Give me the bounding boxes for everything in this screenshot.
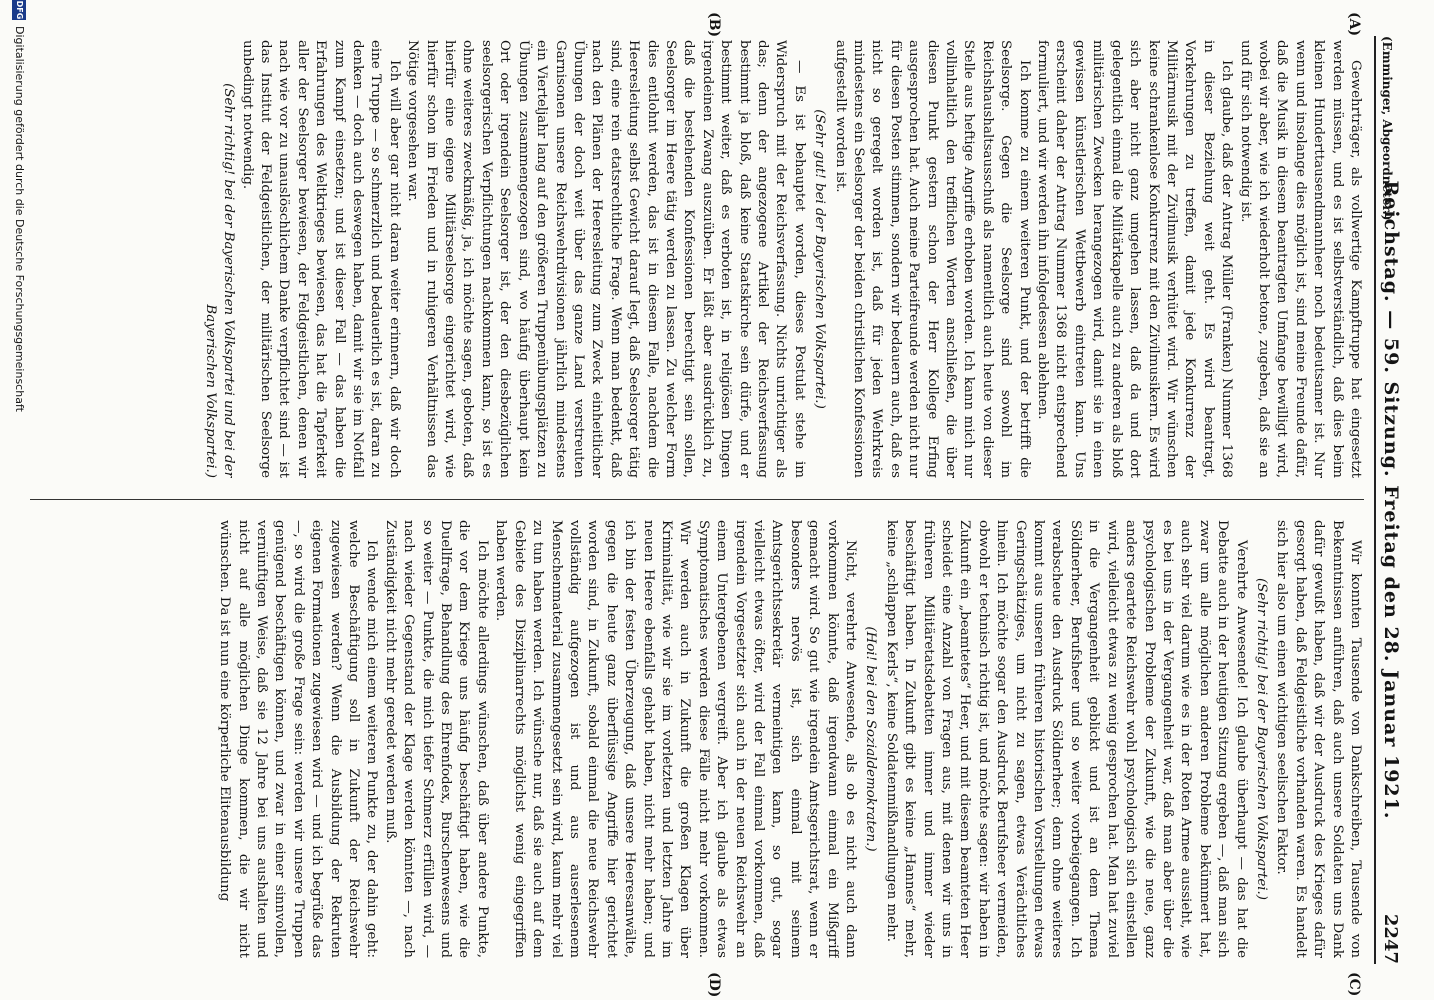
paragraph: Verehrte Anwesende! Ich glaube überhaupt — das hat die Debatte auch in der heutigen Sitzung ergeben —, daß man sich zwar um alle möglichen anderen Probleme bekümmert hat, auch sehr viel darum wie es in der Roten Armee aussieht, wie es bei uns in der Vergangenheit war, daß man aber über die psychologischen Probleme der Zukunft, wie die neue, ganz anders geartete Reichswehr wohl psychologisch sich einstellen wird, vielleicht etwas zu wenig gesprochen hat. Man hat zuviel in die Vergangenheit geblickt und ist an dem Thema Söldnerheer, Berufsheer und so weiter vorbeigegangen. Ich verabscheue den Ausdruck Söldnerheer; denn ohne weiteres kommt aus unseren früheren historischen Vorstellungen etwas Geringschätziges, um nicht zu sagen, etwas Verächtliches hinein. Ich möchte sogar den Ausdruck Berufsheer vermeiden, obwohl er technisch richtig ist, und möchte sagen: wir haben in Zukunft ein „beamtetes“ Heer, und mit diesem beamteten Heer scheidet eine Anzahl von Fragen aus, mit denen wir uns in früheren Militäretatsdebatten immer und immer wieder beschäftigt haben. In Zukunft gibt es keine „Hannes“ mehr, keine „schlappen Kerls“, keine Soldatenmißhandlungen mehr.	[883, 520, 1249, 958]
paragraph: Ich möchte allerdings wünschen, daß über andere Punkte, die vor dem Kriege uns häufig beschäftigt haben, wie die Duellfrage, Behandlung des Ehrenfodex, Burschenwesens und so weiter — Punkte, die mich tiefer Schmerz erfüllen wird, — nach wieder Gegenstand der Klage werden könnten —, nach Zuständigkeit nicht mehr geredet werden muß.	[382, 520, 490, 958]
interjection: (Hoi! bei den Sozialdemokraten.)	[863, 626, 879, 852]
dfg-logo: DFG	[12, 0, 26, 20]
speaker-note: (Emminger, Abgeordneter.)	[1380, 36, 1394, 221]
paragraph: Ich wende mich einem weiteren Punkte zu, der dahin geht: welche Beschäftigung soll in Zukunft der Reichswehr zugewiesen werden? Wenn die Ausbildung der Rekruten eigenen Formationen zugewiesen wird — und ich begrüße das —, so wird die große Frage sein: werden wir unsere Truppen genügend beschäftigen können, und zwar in einer sinnvollen, vernünftigen Weise, daß sie 12 Jahre bei uns aushalten und nicht auf alle möglichen Dinge kommen, die wir nicht wünschen. Da ist nun eine körperliche Elitenausbildung	[217, 520, 380, 958]
interjection: (Sehr gut! bei der Bayerischen Volkspartei.)	[812, 109, 828, 409]
paragraph: Ich glaube, daß der Antrag Müller (Franken) Nummer 1368 in dieser Beziehung weit geht. Es wird beantragt, Vorkehrungen zu treffen, damit jede Konkurrenz der Militärmusik mit der Zivilmusik verhütet wird. Wir wünschen keine schrankenlose Konkurrenz mit den Zivilmusikern. Es wird sich aber nicht ganz umgehen lassen, daß da und dort gelegentlich einmal die Militärkapelle auch zu anderen als bloß militärischen Zwecken herangezogen wird, damit sie in einen gewissen künstlerischen Wettbewerb eintreten kann. Uns erscheint daher der Antrag Nummer 1368 nicht entsprechend formuliert, und wir werden ihn infolgedessen ablehnen.	[1035, 40, 1235, 478]
interjection: (Sehr richtig! bei der Bayerischen Volkspartei und bei der Bayerischen Volkspartei.)	[202, 83, 237, 478]
right-text-column	[28, 520, 1364, 958]
paragraph: Ich komme zu einem weiteren Punkt, und der betrifft die Seelsorge. Gegen die Seelsorge sind sowohl im Reichshaushaltsausschuß als namentlich auch heute von dieser Stelle aus heftige Angriffe erhoben worden. Ich kann mich nur vollinhaltlich den trefflichen Worten anschließen, die über diesen Punkt gestern schon der Herr Kollege Erfing ausgesprochen hat. Auch meine Parteifreunde werden nicht nur für diesen Posten stimmen, sondern wir bedauern auch, daß es nicht so geregelt worden ist, daß für jeden Wehrkreis mindestens ein Seelsorger der beiden christlichen Konfessionen aufgestellt worden ist.	[832, 40, 1032, 478]
running-title: Reichstag. — 59. Sitzung. Freitag den 28. Januar 1921.	[1380, 180, 1402, 820]
margin-mark-d: (D)	[706, 972, 722, 998]
paragraph: Nicht, verehrte Anwesende, als ob es nicht auch dann vorkommen könnte, daß irgendwann einmal ein Mißgriff gemacht wird. So gut wie irgendein Amtsgerichtsrat, wenn er besonders nervös ist, sich einmal mit seinem Amtsgerichtssekretär vermeintigen kann, so gut, sogar vielleicht etwas öfter, wird der Fall einmal vorkommen, daß irgendein Vorgesetzter sich auch in der neuen Reichswehr an einem Untergebenen vergreift. Aber ich glaube als etwas Symptomatisches werden diese Fälle nicht mehr vorkommen. Wir werden auch in Zukunft die großen Klagen über Kriminalität, wie wir sie im vorletzten und letzten Jahre im neuen Heere ebenfalls gehabt haben, nicht mehr haben; und ich bin der festen Überzeugung, daß unsere Heeresanwälte, gegen die heute ganz überflüssige Angriffe hier gerichtet worden sind, in Zukunft, sobald einmal die neue Reichswehr vollständig aufgezogen ist und aus auserlesenem Menschenmaterial zusammengesetzt sein wird, kaum mehr viel zu tun haben werden. Ich wünsche nur, daß sie auch auf dem Gebiete des Disziplinarrechts möglichst wenig eingegriffen haben werden.	[493, 520, 859, 958]
page-number: 2247	[1380, 913, 1401, 964]
margin-mark-c: (C)	[1346, 972, 1362, 997]
paragraph: Wir konnten Tausende von Dankschreiben, Tausende von Bekenntnissen anführen, daß auch unsere Soldaten uns Dank dafür gewußt haben, daß wir der Ausdruck des Krieges dafür gesorgt haben, daß Feldgeistliche vorhanden waren. Es handelt sich hier also um einen wichtigen seelischen Faktor.	[1274, 520, 1363, 958]
page-header	[1374, 36, 1416, 964]
margin-mark-b: (B)	[706, 12, 722, 38]
paragraph: — Es ist behauptet worden, dieses Postulat stehe im Widerspruch mit der Reichsverfassung. Nichts unrichtiger als das; denn der angezogene Artikel der Reichsverfassung bestimmt ja bloß, daß keine Staatskirche sein dürfe, und er bestimmt weiter, daß es verboten ist, in religiösen Dingen irgendeinen Zwang auszuüben. Er läßt aber ausdrücklich zu, daß die bestehenden Konfessionen berechtigt sein sollen, Seelsorger im Heere tätig werden zu lassen. Zu welcher Form dies entlohnt werden, das ist in diesem Falle, nachdem die Heeresleitung selbst Gewicht darauf legt, daß Seelsorger tätig sind, eine rein etatsrechtliche Frage. Wenn man bedenkt, daß nach den Plänen der Heeresleitung zum Zweck einheitlicher Übungen der doch weit über das ganze Land verstreuten Garnisonen unsere Reichswehrdivisionen jährlich mindestens ein Vierteljahr lang auf den größeren Truppenübungsplätzen zu Übungen zusammengezogen sind, wo häufig überhaupt kein Ort oder irgendein Seelsorger ist, der den diesbezüglichen seelsorgerischen Verpflichtungen nachkommen kann, so ist es ohne weiteres zweckmäßig, ja, ich möchte sagen, geboten, daß hierfür eine eigene Militärseelsorge eingerichtet wird, wie hierfür schon im Frieden und in ruhigeren Verhältnissen das Nötige vorgesehen war.	[405, 40, 807, 478]
left-text-column	[28, 40, 1364, 478]
column-divider	[30, 499, 1364, 500]
margin-mark-a: (A)	[1346, 12, 1362, 37]
credit-text: Digitalisierung gefördert durch die Deutsche Forschungsgemeinschaft	[13, 26, 26, 412]
paragraph: Ich will aber gar nicht daran weiter erinnern, daß wir doch eine Truppe — so schmerzlich und bedauerlich es ist, daran zu denken — doch auch deswegen haben, damit wir sie im Notfall zum Kampf einsetzen; und ist dieser Fall — das haben die Erfahrungen des Weltkrieges bewiesen, das hat die Tapferkeit aller der Seelsorger bewiesen, der Feldgeistlichen, denen wir nach wie vor zu unauslöschlichem Danke verpflichtet sind — ist das Institut der Feldgeistlichen, der militärischen Seelsorge unbedingt notwendig.	[239, 40, 402, 478]
interjection: (Sehr richtig! bei der Bayerischen Volkspartei.)	[1253, 577, 1269, 901]
digitization-credit	[6, 0, 32, 1000]
paragraph: Gewehrträger, als vollwertige Kampftruppe hat eingesetzt werden müssen, und es ist selbstverständlich, daß dies beim kleinen Hunderttausendmannheer noch bedeutsamer ist. Nur wenn und insolange dies möglich ist, sind meine Freunde dafür, daß die Musik in diesem beantragten Umfange bewilligt wird, wobei wir aber, wie ich wiederholt betone, zugeben, daß sie an und für sich notwendig ist.	[1237, 40, 1363, 478]
